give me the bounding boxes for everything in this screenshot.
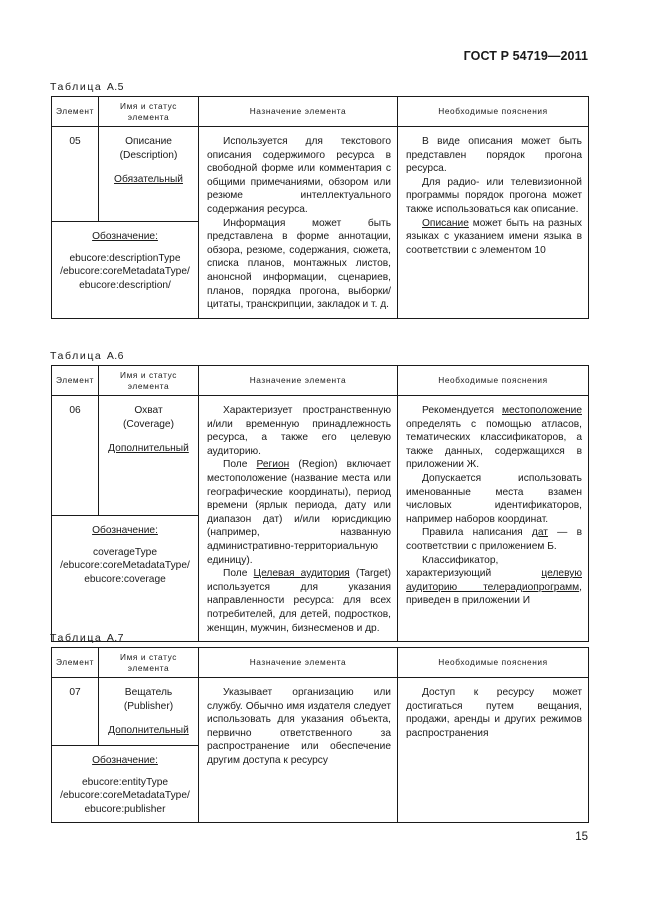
underlined-term: Описание	[422, 217, 469, 229]
table-a7	[51, 647, 589, 823]
purpose-paragraph: Указывает организацию или службу. Обычно имя издателя следует использовать для указания объекта, первично ответственного за распространение или обеспечение другим доступа к ресурсу	[207, 687, 391, 766]
col-header-notes: Необходимые пояснения	[398, 366, 589, 396]
caption-number: А.5	[106, 81, 124, 93]
table-caption-a7	[50, 632, 124, 644]
notes-paragraph: Описание может быть на разных языках с указанием имени языка в соответствии с элементом 10	[406, 217, 582, 256]
element-number: 06	[52, 396, 99, 516]
designation-cell	[52, 516, 199, 642]
table-row	[52, 678, 589, 746]
notes-paragraph: Допускается использовать именованные места взамен числовых идентификаторов, например наборов координат.	[406, 472, 582, 525]
purpose-paragraph: Используется для текстового описания содержимого ресурса в свободной форме или комментария с общими примечаниями, обзором или резюме интеллектуального содержания ресурса.	[207, 136, 391, 215]
element-name-cell	[99, 127, 199, 222]
designation-line: /ebucore:coreMetadataType/	[60, 790, 190, 802]
designation-line: ebucore:entityType	[81, 776, 169, 788]
purpose-cell	[199, 396, 398, 642]
underlined-term: целевую аудиторию телерадиопрограмм	[406, 568, 582, 593]
table-header-row	[52, 97, 589, 127]
element-name: Вещатель	[124, 687, 173, 698]
caption-label: Таблица	[50, 350, 103, 362]
table-header-row	[52, 366, 589, 396]
element-name-cell	[99, 396, 199, 516]
designation-line: /ebucore:coreMetadataType/	[60, 266, 190, 278]
designation-cell	[52, 746, 199, 823]
designation-line: ebucore:coverage	[84, 573, 166, 585]
element-status: Дополнительный	[108, 443, 189, 455]
element-name-en: (Description)	[119, 149, 178, 161]
col-header-purpose: Назначение элемента	[199, 648, 398, 678]
col-header-name-status: Имя и статус элемента	[99, 366, 199, 396]
designation-line: ebucore:descriptionType	[69, 252, 181, 264]
table-caption-a5	[50, 81, 124, 93]
purpose-cell	[199, 678, 398, 823]
underlined-term: Целевая аудитория	[253, 568, 350, 580]
table-a5	[51, 96, 589, 319]
col-header-element: Элемент	[52, 366, 99, 396]
col-header-element: Элемент	[52, 648, 99, 678]
table-row	[52, 127, 589, 222]
col-header-element: Элемент	[52, 97, 99, 127]
col-header-name-status: Имя и статус элемента	[99, 648, 199, 678]
notes-paragraph: Доступ к ресурсу может достигаться путем вещания, продажи, аренды и других режимов распространения	[406, 687, 582, 739]
col-header-name-status: Имя и статус элемента	[99, 97, 199, 127]
col-header-purpose: Назначение элемента	[199, 97, 398, 127]
notes-paragraph: Правила написания дат — в соответствии с приложением Б.	[406, 527, 583, 552]
underlined-term: местоположение	[501, 405, 582, 416]
element-name-en: (Publisher)	[123, 700, 174, 712]
purpose-paragraph: Поле Регион (Region) включает местоположение (название места или географические координаты), период времени (ярлык периода, дату или диапазон дат) и/или юрисдикцию (например, названную административно-территориальную единицу).	[207, 459, 391, 566]
designation-label: Обозначение:	[92, 231, 158, 242]
notes-cell	[398, 396, 589, 642]
element-name-cell	[99, 678, 199, 746]
table-header-row	[52, 648, 589, 678]
purpose-paragraph: Характеризует пространственную и/или временную принадлежность ресурса, а также его целевую аудиторию.	[207, 405, 391, 457]
designation-cell	[52, 222, 199, 319]
caption-number: А.7	[106, 632, 124, 644]
designation-line: /ebucore:coreMetadataType/	[60, 560, 190, 572]
page-number: 15	[575, 831, 588, 843]
notes-paragraph: Для радио- или телевизионной программы порядок прогона может также использоваться как описание.	[406, 176, 582, 215]
element-name: Описание	[125, 136, 172, 147]
col-header-notes: Необходимые пояснения	[398, 648, 589, 678]
notes-cell	[398, 678, 589, 823]
standard-header: ГОСТ Р 54719—2011	[463, 49, 588, 63]
col-header-purpose: Назначение элемента	[199, 366, 398, 396]
purpose-paragraph: Информация может быть представлена в форме аннотации, обзора, резюме, содержания, сюжета, списка планов, монтажных листов, анонсной информации, сценариев, планов, порядка прогона, выборки/цитаты, транскрипции, закладок и т. д.	[207, 217, 391, 311]
notes-paragraph: В виде описания может быть представлен порядок прогона ресурса.	[406, 136, 582, 175]
designation-line: ebucore:description/	[79, 279, 171, 291]
element-name: Охват	[134, 405, 163, 416]
purpose-cell	[199, 127, 398, 319]
caption-label: Таблица	[50, 632, 103, 644]
notes-paragraph: Рекомендуется местоположение определять с помощью атласов, тематических классификаторов, а также данных, содержащихся в приложении Ж.	[406, 405, 582, 471]
notes-cell	[398, 127, 589, 319]
underlined-term: Регион	[256, 459, 290, 471]
designation-line: ebucore:publisher	[84, 803, 166, 815]
element-status: Обязательный	[114, 174, 183, 186]
caption-label: Таблица	[50, 81, 103, 93]
caption-number: А.6	[106, 350, 124, 362]
underlined-term: дат	[531, 527, 548, 539]
element-number: 05	[52, 127, 99, 222]
purpose-paragraph: Поле Целевая аудитория (Target) используется для указания направленности ресурса: для всех потребителей, для детей, подростков, женщин, мужчин, бизнесменов и др.	[207, 568, 391, 634]
table-row	[52, 396, 589, 516]
notes-paragraph: Классификатор, характеризующий целевую аудиторию телерадиопрограмм, приведен в приложении И	[406, 554, 582, 607]
table-caption-a6	[50, 350, 124, 362]
element-number: 07	[52, 678, 99, 746]
element-name-en: (Coverage)	[123, 418, 174, 430]
table-a6	[51, 365, 589, 642]
col-header-notes: Необходимые пояснения	[398, 97, 589, 127]
designation-label: Обозначение:	[92, 525, 158, 536]
designation-label: Обозначение:	[92, 755, 158, 766]
designation-line: coverageType	[93, 546, 157, 558]
element-status: Дополнительный	[108, 725, 189, 737]
